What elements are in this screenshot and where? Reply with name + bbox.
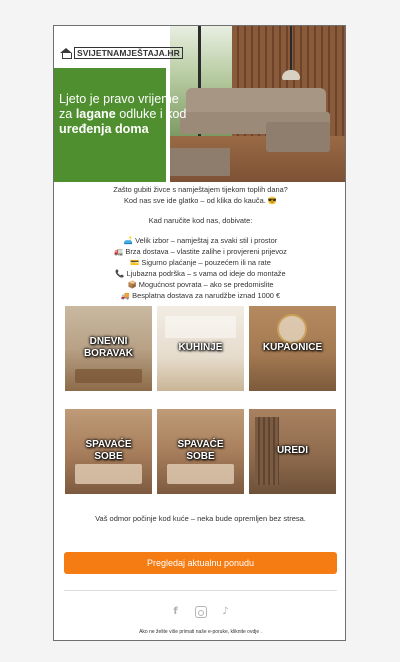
category-tile-spavace-sobe-2[interactable] — [157, 409, 244, 494]
view-offer-button[interactable]: Pregledaj aktualnu ponudu — [64, 552, 337, 574]
tiktok-icon[interactable]: ♪ — [222, 606, 229, 617]
intro-text — [54, 184, 346, 301]
benefit-item: 📞 Ljubazna podrška – s vama od ideje do montaže — [115, 269, 286, 278]
hero-living-room-photo — [170, 26, 346, 182]
instagram-icon[interactable] — [195, 606, 207, 618]
divider — [64, 590, 337, 591]
category-tile-kuhinje[interactable] — [157, 306, 244, 391]
benefit-item: 🛋️ Velik izbor – namještaj za svaki stil i prostor — [123, 236, 278, 245]
ottoman — [170, 148, 230, 176]
unsubscribe-text[interactable]: Ako ne želite više primati naše e-poruke, kliknite ovdje . — [139, 629, 262, 635]
category-label: SOBE — [186, 451, 215, 462]
category-tile-dnevni-boravak[interactable] — [65, 306, 152, 391]
benefit-item: 💳 Sigurno plaćanje – pouzećem ili na rate — [130, 258, 271, 267]
category-label: SPAVAĆE — [177, 439, 224, 450]
closing-text: Vaš odmor počinje kod kuće – neka bude opremljen bez stresa. — [95, 514, 306, 523]
benefits-heading: Kad naručite kod nas, dobivate: — [148, 216, 253, 225]
category-label: KUHINJE — [178, 342, 223, 353]
category-tile-kupaonice[interactable] — [249, 306, 336, 391]
email-frame — [53, 25, 346, 641]
logo-text: SVIJETNAMJEŠTAJA.HR — [74, 47, 183, 59]
category-tile-uredi[interactable] — [249, 409, 336, 494]
category-label: SOBE — [94, 451, 123, 462]
house-icon — [60, 48, 72, 58]
hero-headline: Ljeto je pravo vrijeme za lagane odluke i kod uređenja doma — [59, 92, 187, 136]
benefit-item: 📦 Mogućnost povrata – ako se predomislite — [127, 280, 274, 289]
category-tile-spavace-sobe[interactable] — [65, 409, 152, 494]
category-label: BORAVAK — [83, 348, 134, 359]
category-label: DNEVNI — [89, 336, 128, 347]
benefit-item: 🚛 Brza dostava – vlastite zalihe i provjereni prijevoz — [114, 247, 287, 256]
benefit-item: 🚚 Besplatna dostava za narudžbe iznad 1000 € — [120, 291, 281, 300]
brand-logo[interactable] — [60, 47, 183, 59]
facebook-icon[interactable]: f — [173, 606, 178, 617]
social-links — [54, 606, 346, 618]
category-label: KUPAONICE — [262, 342, 323, 353]
hero-banner — [54, 26, 346, 182]
category-label: UREDI — [276, 445, 309, 456]
intro-line: Zašto gubiti živce s namještajem tijekom toplih dana? — [113, 185, 288, 194]
intro-line: Kod nas sve ide glatko – od klika do kauča. 😎 — [124, 196, 277, 205]
category-label: SPAVAĆE — [85, 439, 132, 450]
